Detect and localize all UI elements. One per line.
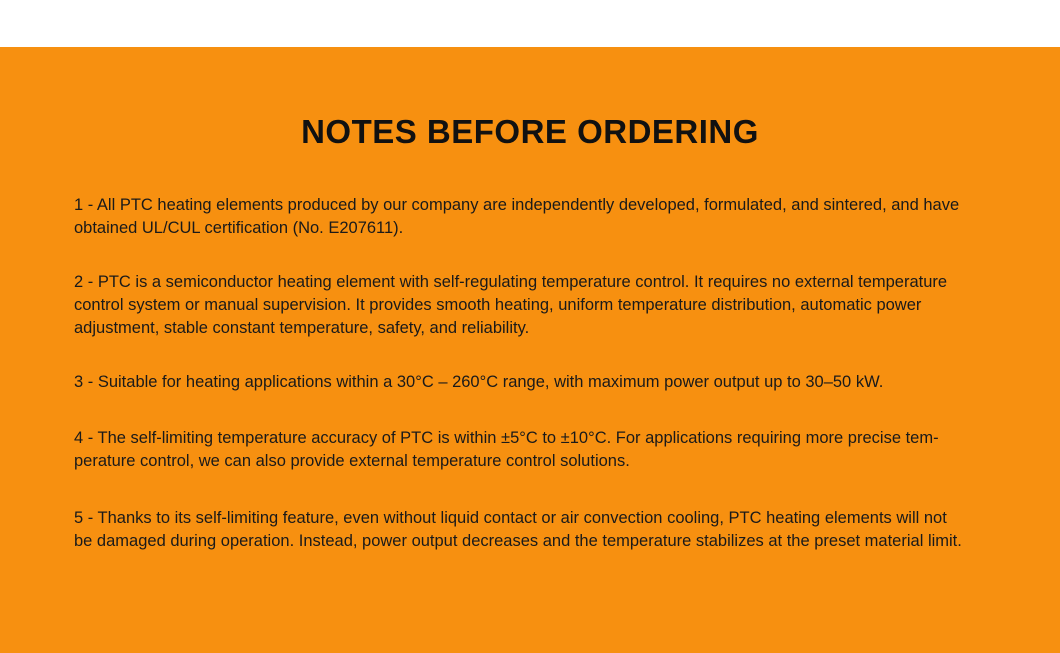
note-item-3: 3 - Suitable for heating applications within a 30°C – 260°C range, with maximum power output up to 30–50 kW.: [74, 373, 884, 391]
note-item-5: 5 - Thanks to its self-limiting feature, even without liquid contact or air convection cooling, PTC heating elements will not be damaged during operation. Instead, power output decreases and the temperature stabilizes at the preset material limit.: [74, 509, 962, 550]
notes-list: [74, 194, 969, 553]
note-item-4: 4 - The self-limiting temperature accuracy of PTC is within ±5°C to ±10°C. For applications requiring more precise tem-perature control, we can also provide external temperature control solutions.: [74, 429, 939, 470]
notes-panel: [0, 47, 1060, 653]
note-item-1: 1 - All PTC heating elements produced by our company are independently developed, formulated, and sintered, and have obtained UL/CUL certification (No. E207611).: [74, 196, 960, 237]
page-title: NOTES BEFORE ORDERING: [301, 113, 759, 150]
note-item-2: 2 - PTC is a semiconductor heating element with self-regulating temperature control. It requires no external temperature control system or manual supervision. It provides smooth heating, uniform temperature distribution, automatic power adjustment, stable constant temperature, safety, and reliability.: [74, 273, 948, 337]
top-white-strip: [0, 0, 1060, 47]
